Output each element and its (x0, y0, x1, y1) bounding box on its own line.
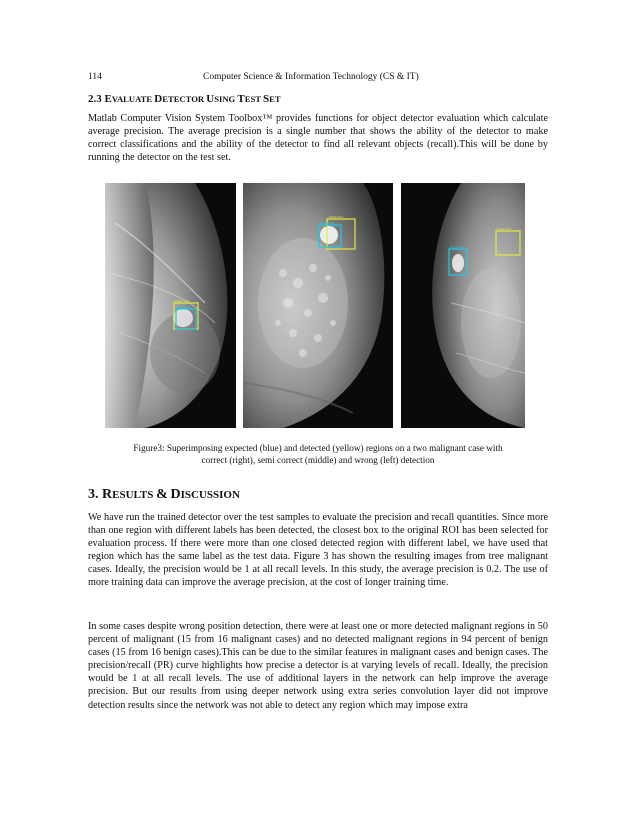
detected-label-left: Detected (175, 299, 189, 303)
section-number: 3. (88, 487, 99, 502)
subsection-heading (88, 93, 281, 106)
journal-title: Computer Science & Information Technology (CS & IT) (203, 72, 419, 82)
mammogram-image-middle (243, 183, 393, 428)
figure-caption (88, 442, 548, 466)
expected-label-left: Expected (177, 305, 191, 309)
subsection-title: EVALUATE DETECTOR USING TEST SET (104, 93, 281, 105)
paragraph-results-2: In some cases despite wrong position detection, there were at least one or more detected malignant regions in 50 percent of malignant (15 from 16 malignant cases) and no detected malignant regions in 94 percent of benign cases (15 from 16 benign cases).This can be due to the similar features in malignant cases and benign cases. The precision/recall (PR) curve highlights how precise a detector is at varying levels of recall. Ideally, the precision would be 1 at all recall levels. The use of additional layers in the network can help improve the average precision. But our results from using deeper network using extra series convolution layer did not improve detection results since the network was not able to detect any region which may impose extra (88, 621, 548, 711)
detected-label-middle: Detected (329, 215, 343, 219)
mammogram-panel-left (105, 183, 236, 428)
figure-mammograms (105, 183, 525, 428)
mammogram-image-left (105, 183, 236, 428)
section-heading-results (88, 487, 240, 503)
page-number: 114 (88, 72, 102, 82)
section-title: RESULTS & DISCUSSION (102, 487, 240, 502)
subsection-number: 2.3 (88, 93, 102, 105)
expected-label-middle: Expected (320, 221, 334, 225)
mammogram-panel-right (401, 183, 525, 428)
figure-caption-line2: correct (right), semi correct (middle) and wrong (left) detection (201, 455, 435, 465)
expected-label-right: Expected (450, 245, 464, 249)
paragraph-results-1: We have run the trained detector over the test samples to evaluate the precision and recall quantities. Since more than one region with different labels has been detected, the closest box to the original ROI has been selected for evaluation process. If there were more than one closed detected region with different label, we have used that region which has the same label as the test data. Figure 3 has shown the resulting images from tree malignant cases. Ideally, the precision would be 1 at all recall levels. In this study, the average precision is 0.2. The use of more training data can improve the average precision, at the cost of longer training time. (88, 512, 548, 589)
mammogram-image-right (401, 183, 525, 428)
detected-label-right: Detected (497, 227, 511, 231)
paragraph-evaluate-detector: Matlab Computer Vision System Toolbox™ provides functions for object detector evaluation which calculate average precision. The average precision is a single number that shows the ability of the detector to make correct classifications and the ability of the detector to find all relevant objects (recall).This will be done by running the detector on the test set. (88, 113, 548, 164)
figure-caption-line1: Figure3: Superimposing expected (blue) and detected (yellow) regions on a two malignant case with (133, 443, 503, 453)
mammogram-panel-middle (243, 183, 393, 428)
